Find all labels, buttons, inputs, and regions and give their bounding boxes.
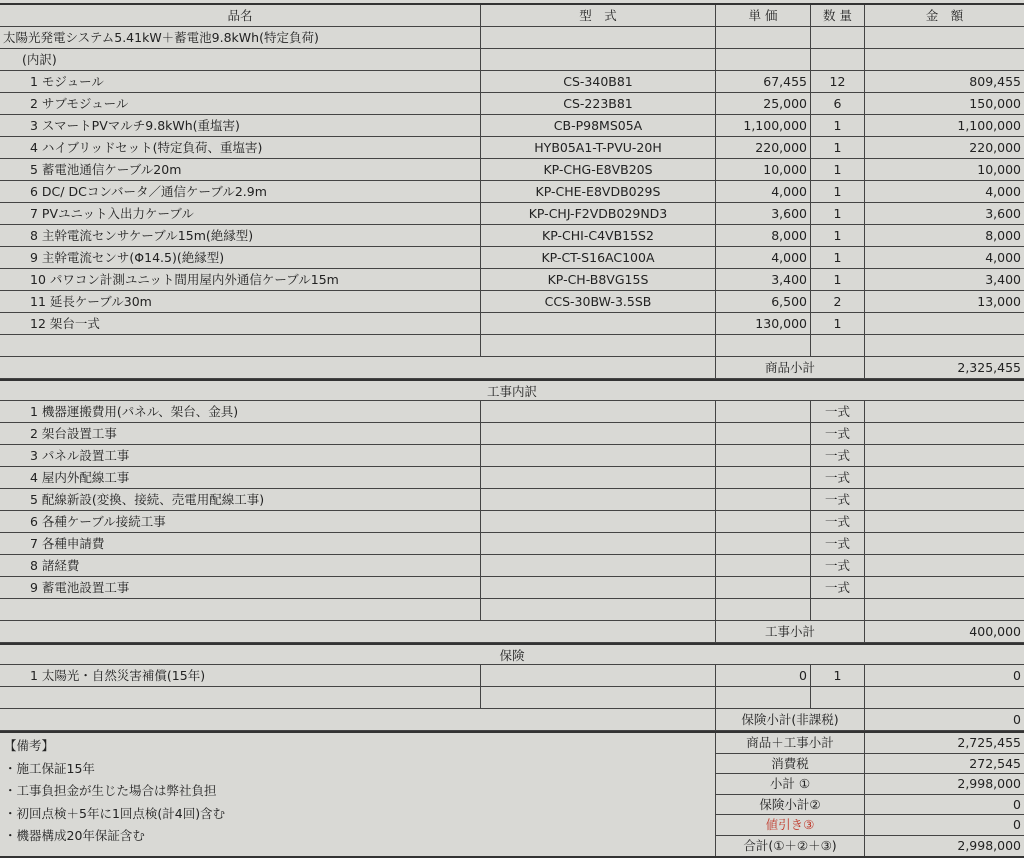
work-row — [0, 511, 1024, 533]
item-model: KP-CHI-C4VB15S2 — [481, 225, 716, 246]
work-price — [716, 533, 811, 554]
work-model — [481, 489, 716, 510]
work-subtotal-row — [0, 621, 1024, 643]
work-price — [716, 577, 811, 598]
work-amount — [865, 533, 1024, 554]
header-name: 品名 — [0, 5, 481, 26]
work-row — [0, 533, 1024, 555]
product-row — [0, 93, 1024, 115]
work-model — [481, 423, 716, 444]
work-amount — [865, 489, 1024, 510]
work-row — [0, 489, 1024, 511]
work-model — [481, 467, 716, 488]
item-unit-price: 1,100,000 — [716, 115, 811, 136]
work-amount — [865, 445, 1024, 466]
item-amount: 3,400 — [985, 272, 1021, 287]
insurance-subtotal-row — [0, 709, 1024, 731]
item-amount: 8,000 — [985, 228, 1021, 243]
product-row — [0, 203, 1024, 225]
item-name: 5 蓄電池通信ケーブル20m — [0, 159, 481, 180]
item-model: CB-P98MS05A — [481, 115, 716, 136]
work-price — [716, 401, 811, 422]
work-price — [716, 445, 811, 466]
item-model: CS-340B81 — [481, 71, 716, 92]
work-price — [716, 555, 811, 576]
item-model: CS-223B81 — [481, 93, 716, 114]
work-qty: 一式 — [811, 533, 865, 554]
item-qty: 1 — [811, 115, 865, 136]
item-name: 7 PVユニット入出力ケーブル — [0, 203, 481, 224]
item-unit-price: 25,000 — [716, 93, 811, 114]
product-row — [0, 115, 1024, 137]
total-label: 消費税 — [716, 754, 865, 774]
total-row — [716, 795, 1024, 816]
item-model: KP-CHE-E8VDB029S — [481, 181, 716, 202]
work-row — [0, 577, 1024, 599]
item-amount: 4,000 — [985, 250, 1021, 265]
total-row — [716, 754, 1024, 775]
item-name: 12 架台一式 — [0, 313, 481, 334]
work-qty: 一式 — [811, 401, 865, 422]
quote-table — [0, 3, 1024, 858]
item-unit-price: 220,000 — [716, 137, 811, 158]
item-name: 1 モジュール — [0, 71, 481, 92]
remarks-title: 【備考】 — [4, 738, 55, 753]
item-model: CCS-30BW-3.5SB — [481, 291, 716, 312]
total-value: 2,998,000 — [957, 837, 1021, 853]
item-unit-price: 130,000 — [716, 313, 811, 334]
work-row — [0, 555, 1024, 577]
work-name: 3 パネル設置工事 — [0, 445, 481, 466]
item-model: KP-CHG-E8VB20S — [481, 159, 716, 180]
work-subtotal-label: 工事小計 — [716, 621, 865, 642]
work-amount — [865, 467, 1024, 488]
item-amount: 1,100,000 — [957, 118, 1021, 133]
item-amount: 3,600 — [985, 206, 1021, 221]
work-subtotal-value: 400,000 — [969, 624, 1021, 639]
header-unit-price: 単 価 — [716, 5, 811, 26]
item-amount: 10,000 — [977, 162, 1021, 177]
product-subtotal-row — [0, 357, 1024, 379]
work-qty: 一式 — [811, 511, 865, 532]
system-title-row — [0, 27, 1024, 49]
item-qty: 1 — [811, 203, 865, 224]
item-name: 2 サブモジュール — [0, 93, 481, 114]
work-model — [481, 445, 716, 466]
remark-line: ・初回点検＋5年に1回点検(計4回)含む — [4, 805, 226, 821]
work-name: 1 機器運搬費用(パネル、架台、金具) — [0, 401, 481, 422]
item-amount: 809,455 — [969, 74, 1021, 89]
breakdown-row — [0, 49, 1024, 71]
item-model: KP-CHJ-F2VDB029ND3 — [481, 203, 716, 224]
breakdown-label: (内訳) — [0, 49, 481, 70]
item-name: 9 主幹電流センサ(Φ14.5)(絶縁型) — [0, 247, 481, 268]
item-unit-price: 4,000 — [716, 247, 811, 268]
insurance-row — [0, 665, 1024, 687]
item-qty: 1 — [811, 159, 865, 180]
item-unit-price: 3,600 — [716, 203, 811, 224]
item-qty: 6 — [811, 93, 865, 114]
item-qty: 1 — [811, 225, 865, 246]
work-model — [481, 511, 716, 532]
work-name: 8 諸経費 — [0, 555, 481, 576]
blank-row — [0, 687, 1024, 709]
blank-row — [0, 335, 1024, 357]
work-row — [0, 401, 1024, 423]
work-price — [716, 467, 811, 488]
insurance-heading-row — [0, 643, 1024, 665]
work-model — [481, 401, 716, 422]
header-model: 型 式 — [481, 5, 716, 26]
product-row — [0, 291, 1024, 313]
total-value: 2,998,000 — [957, 776, 1021, 791]
work-price — [716, 423, 811, 444]
item-model: HYB05A1-T-PVU-20H — [481, 137, 716, 158]
work-row — [0, 445, 1024, 467]
item-unit-price: 3,400 — [716, 269, 811, 290]
product-row — [0, 269, 1024, 291]
work-amount — [865, 511, 1024, 532]
insurance-rows — [0, 665, 1024, 687]
insurance-qty: 1 — [811, 665, 865, 686]
item-qty: 1 — [811, 137, 865, 158]
work-price — [716, 489, 811, 510]
product-subtotal-value: 2,325,455 — [957, 360, 1021, 375]
work-heading: 工事内訳 — [486, 384, 537, 399]
insurance-model — [481, 665, 716, 686]
insurance-heading: 保険 — [499, 648, 525, 663]
header-amount: 金 額 — [925, 8, 964, 23]
product-row — [0, 247, 1024, 269]
item-name: 10 パワコン計測ユニット間用屋内外通信ケーブル15m — [0, 269, 481, 290]
work-name: 4 屋内外配線工事 — [0, 467, 481, 488]
remark-line: ・施工保証15年 — [4, 760, 95, 776]
insurance-amount: 0 — [1013, 668, 1021, 683]
item-unit-price: 4,000 — [716, 181, 811, 202]
item-unit-price: 8,000 — [716, 225, 811, 246]
item-qty: 1 — [811, 269, 865, 290]
work-qty: 一式 — [811, 577, 865, 598]
work-price — [716, 511, 811, 532]
work-name: 2 架台設置工事 — [0, 423, 481, 444]
remark-line: ・機器構成20年保証含む — [4, 828, 145, 843]
total-value: 2,725,455 — [957, 735, 1021, 750]
total-label: 商品＋工事小計 — [716, 733, 865, 753]
product-row — [0, 181, 1024, 203]
product-row — [0, 313, 1024, 335]
remark-line: ・工事負担金が生じた場合は弊社負担 — [4, 783, 217, 798]
work-heading-row — [0, 379, 1024, 401]
work-name: 9 蓄電池設置工事 — [0, 577, 481, 598]
work-model — [481, 533, 716, 554]
total-row — [716, 774, 1024, 795]
item-qty: 1 — [811, 247, 865, 268]
item-amount: 150,000 — [969, 96, 1021, 111]
work-qty: 一式 — [811, 423, 865, 444]
work-amount — [865, 555, 1024, 576]
item-amount: 13,000 — [977, 294, 1021, 309]
work-row — [0, 467, 1024, 489]
work-amount — [865, 401, 1024, 422]
item-unit-price: 6,500 — [716, 291, 811, 312]
work-row — [0, 423, 1024, 445]
blank-row — [0, 599, 1024, 621]
product-rows — [0, 71, 1024, 335]
item-unit-price: 67,455 — [716, 71, 811, 92]
work-model — [481, 555, 716, 576]
remarks — [0, 733, 716, 856]
product-row — [0, 225, 1024, 247]
total-label: 合計(①＋②＋③) — [716, 836, 865, 857]
total-value: 272,545 — [969, 755, 1021, 771]
item-model: KP-CH-B8VG15S — [481, 269, 716, 290]
insurance-price: 0 — [716, 665, 811, 686]
item-amount: 4,000 — [985, 184, 1021, 199]
total-label: 小計 ① — [716, 774, 865, 794]
work-amount — [865, 423, 1024, 444]
total-label: 値引き③ — [716, 815, 865, 835]
product-row — [0, 71, 1024, 93]
work-name: 7 各種申請費 — [0, 533, 481, 554]
item-qty: 1 — [811, 181, 865, 202]
total-row — [716, 836, 1024, 857]
product-row — [0, 159, 1024, 181]
summary-section — [0, 731, 1024, 858]
work-qty: 一式 — [811, 489, 865, 510]
header-qty: 数 量 — [811, 5, 865, 26]
work-qty: 一式 — [811, 467, 865, 488]
work-qty: 一式 — [811, 445, 865, 466]
work-name: 5 配線新設(変換、接続、売電用配線工事) — [0, 489, 481, 510]
insurance-subtotal-value: 0 — [1013, 712, 1021, 727]
item-qty: 2 — [811, 291, 865, 312]
item-unit-price: 10,000 — [716, 159, 811, 180]
table-header — [0, 5, 1024, 27]
work-model — [481, 577, 716, 598]
item-model: KP-CT-S16AC100A — [481, 247, 716, 268]
item-name: 3 スマートPVマルチ9.8kWh(重塩害) — [0, 115, 481, 136]
product-row — [0, 137, 1024, 159]
item-name: 8 主幹電流センサケーブル15m(絶縁型) — [0, 225, 481, 246]
work-qty: 一式 — [811, 555, 865, 576]
work-rows — [0, 401, 1024, 599]
item-name: 6 DC/ DCコンバータ／通信ケーブル2.9m — [0, 181, 481, 202]
total-row — [716, 733, 1024, 754]
item-amount — [865, 313, 1024, 334]
total-row — [716, 815, 1024, 836]
system-title: 太陽光発電システム5.41kW＋蓄電池9.8kWh(特定負荷) — [0, 27, 481, 48]
total-value: 0 — [1013, 796, 1021, 812]
work-amount — [865, 577, 1024, 598]
item-amount: 220,000 — [969, 140, 1021, 155]
total-value: 0 — [1013, 817, 1021, 832]
insurance-subtotal-label: 保険小計(非課税) — [716, 709, 865, 730]
total-label: 保険小計② — [716, 795, 865, 815]
work-name: 6 各種ケーブル接続工事 — [0, 511, 481, 532]
totals — [716, 733, 1024, 856]
item-name: 4 ハイブリッドセット(特定負荷、重塩害) — [0, 137, 481, 158]
item-name: 11 延長ケーブル30m — [0, 291, 481, 312]
product-subtotal-label: 商品小計 — [716, 357, 865, 378]
item-qty: 12 — [811, 71, 865, 92]
insurance-name: 1 太陽光・自然災害補償(15年) — [0, 665, 481, 686]
item-qty: 1 — [811, 313, 865, 334]
item-model — [481, 313, 716, 334]
